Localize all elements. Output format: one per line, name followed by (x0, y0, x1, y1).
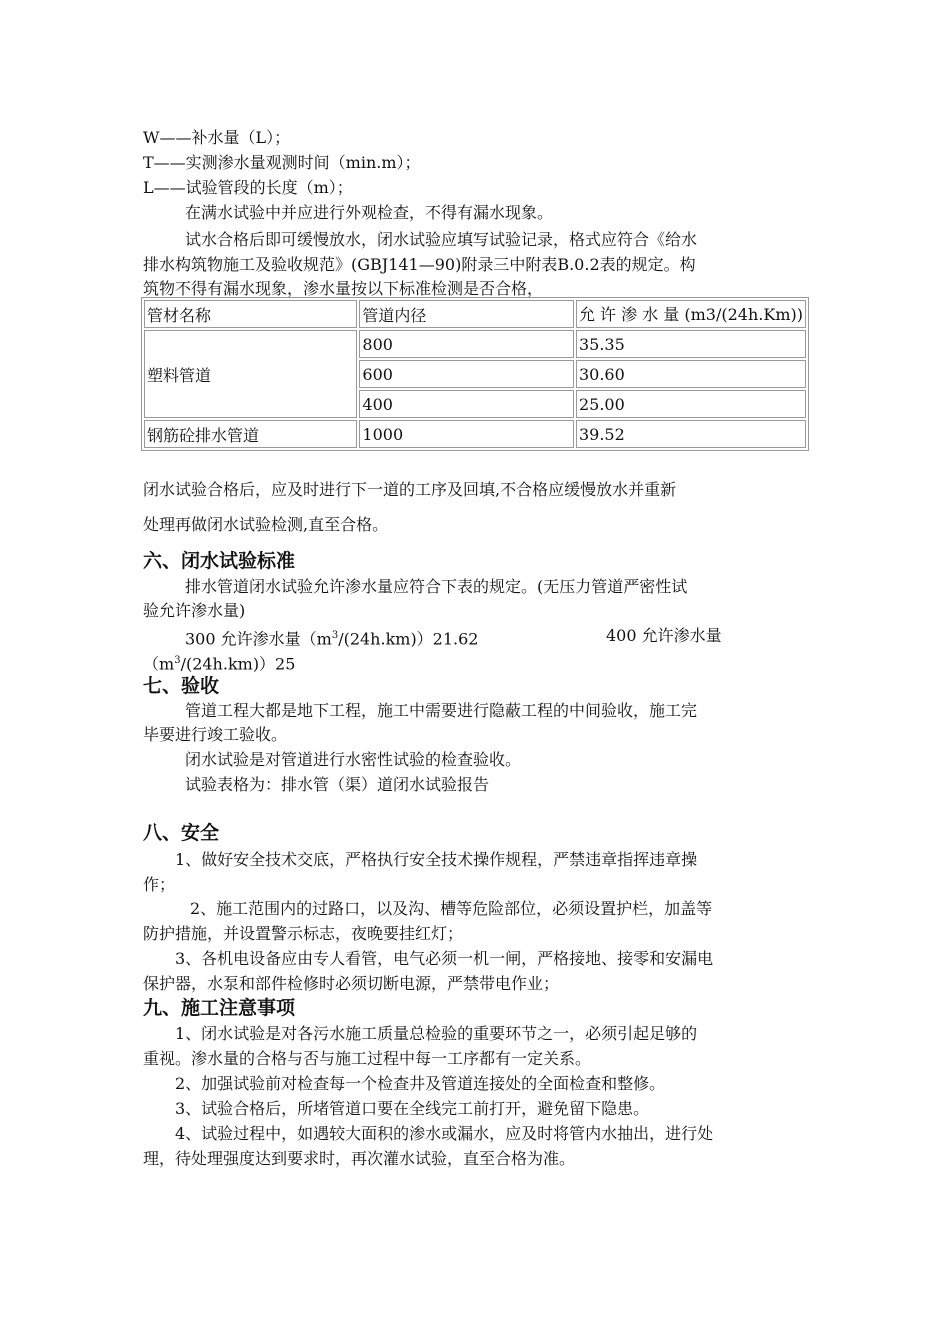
section-8-title: 八、安全 (143, 822, 220, 844)
intro-paragraph-2-line-3: 筑物不得有漏水现象，渗水量按以下标准检测是否合格， (143, 279, 544, 298)
superscript-3: 3 (174, 655, 181, 666)
table-cell-plastic-pipe: 塑料管道 (144, 330, 357, 418)
section-9-item-1-line-1: 1、闭水试验是对各污水施工质量总检验的重要环节之一，必须引起足够的 (175, 1024, 698, 1043)
section-8-item-1-line-1: 1、做好安全技术交底，严格执行安全技术操作规程，严禁违章指挥违章操 (175, 850, 698, 869)
intro-paragraph-2-line-2: 排水构筑物施工及验收规范》(GBJ141—90)附录三中附表B.0.2表的规定。构 (143, 255, 696, 274)
section-6-line-2: 验允许渗水量) (143, 601, 246, 620)
allowance-400-label: 400 允许渗水量 (606, 626, 722, 645)
allowance-400-unit: （m (143, 654, 175, 674)
after-table-line-2: 处理再做闭水试验检测,直至合格。 (143, 515, 389, 534)
table-cell-diameter: 400 (359, 390, 574, 418)
section-9-title: 九、施工注意事项 (143, 997, 296, 1019)
section-8-item-2-line-2: 防护措施，并设置警示标志，夜晚要挂红灯； (143, 924, 464, 943)
table-cell-value: 35.35 (576, 330, 806, 358)
table-header-allowance: 允 许 渗 水 量 (m3/(24h.Km)) (576, 300, 806, 328)
section-7-line-2: 毕要进行竣工验收。 (143, 725, 288, 744)
allowance-300-label: 300 允许渗水量（m (185, 629, 332, 649)
section-8-item-1-line-2: 作； (143, 875, 176, 894)
section-9-item-4-line-1: 4、试验过程中，如遇较大面积的渗水或漏水，应及时将管内水抽出，进行处 (175, 1124, 714, 1143)
section-7-line-3: 闭水试验是对管道进行水密性试验的检查验收。 (185, 750, 522, 769)
section-7-title: 七、验收 (143, 675, 220, 697)
table-cell-diameter: 600 (359, 360, 574, 388)
section-8-item-3-line-2: 保护器，水泵和部件检修时必须切断电源，严禁带电作业； (143, 974, 560, 993)
table-header-row (144, 300, 806, 328)
table-cell-diameter: 800 (359, 330, 574, 358)
section-9-item-1-line-2: 重视。渗水量的合格与否与施工过程中每一工序都有一定关系。 (143, 1049, 592, 1068)
table-cell-value: 39.52 (576, 420, 806, 448)
table-cell-concrete-pipe: 钢筋砼排水管道 (144, 420, 357, 448)
table-cell-value: 25.00 (576, 390, 806, 418)
section-6-line-4 (143, 650, 813, 675)
section-9-item-4-line-2: 理，待处理强度达到要求时，再次灌水试验，直至合格为准。 (143, 1149, 576, 1168)
section-9-item-3: 3、试验合格后，所堵管道口要在全线完工前打开，避免留下隐患。 (175, 1099, 650, 1118)
section-6-line-1: 排水管道闭水试验允许渗水量应符合下表的规定。(无压力管道严密性试 (185, 577, 688, 596)
definition-w: W——补水量（L）； (143, 128, 291, 147)
definition-t: T——实测渗水量观测时间（min.m）； (143, 153, 421, 172)
table-row (144, 420, 806, 448)
allowance-400-value: /(24h.km)）25 (180, 654, 296, 674)
intro-paragraph-2-line-1: 试水合格后即可缓慢放水，闭水试验应填写试验记录，格式应符合《给水 (185, 230, 698, 249)
intro-paragraph-1: 在满水试验中并应进行外观检查，不得有漏水现象。 (185, 203, 554, 222)
section-9-item-2: 2、加强试验前对检查每一个检查井及管道连接处的全面检查和整修。 (175, 1074, 666, 1093)
after-table-line-1: 闭水试验合格后，应及时进行下一道的工序及回填,不合格应缓慢放水并重新 (143, 480, 677, 499)
section-8-item-3-line-1: 3、各机电设备应由专人看管，电气必须一机一闸，严格接地、接零和安漏电 (175, 949, 714, 968)
section-8-item-2-line-1: 2、施工范围内的过路口，以及沟、槽等危险部位，必须设置护栏，加盖等 (190, 899, 713, 918)
table-row (144, 330, 806, 358)
section-7-line-4: 试验表格为：排水管（渠）道闭水试验报告 (185, 775, 490, 794)
section-6-title: 六、闭水试验标准 (143, 550, 296, 572)
seepage-table (141, 297, 809, 451)
table-header-material: 管材名称 (144, 300, 357, 328)
definition-l: L——试验管段的长度（m）； (143, 178, 353, 197)
section-7-line-1: 管道工程大都是地下工程，施工中需要进行隐蔽工程的中间验收，施工完 (185, 701, 698, 720)
table-cell-value: 30.60 (576, 360, 806, 388)
superscript-3: 3 (331, 630, 339, 641)
allowance-300-value: /(24h.km)）21.62 (338, 629, 479, 649)
table-header-diameter: 管道内径 (359, 300, 574, 328)
table-cell-diameter: 1000 (359, 420, 574, 448)
